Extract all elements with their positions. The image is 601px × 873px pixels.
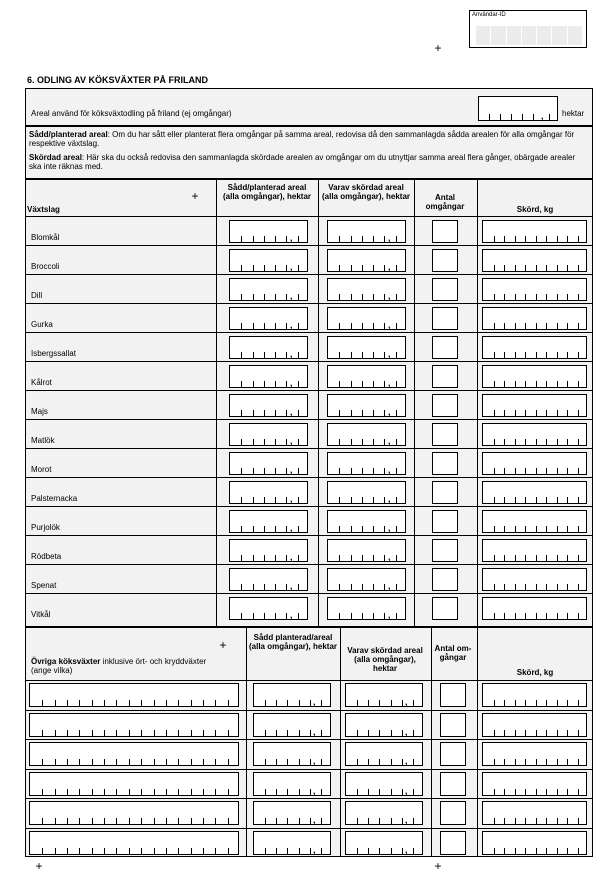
table-row-divider xyxy=(25,303,593,304)
user-id-label: Användar-ID xyxy=(472,12,506,18)
yield-field[interactable] xyxy=(482,307,587,330)
sown-area-field[interactable]: , xyxy=(229,568,308,591)
yield-field[interactable] xyxy=(482,220,587,243)
harvested-area-field[interactable]: , xyxy=(345,742,423,766)
rounds-field[interactable] xyxy=(440,801,466,825)
sown-area-field[interactable]: , xyxy=(229,510,308,533)
yield-field[interactable] xyxy=(482,510,587,533)
harvested-area-field[interactable]: , xyxy=(327,249,406,272)
other-crop-name-field[interactable] xyxy=(29,801,239,825)
col2-harvested-header: Varav skördad areal (alla omgångar), hektar xyxy=(347,646,423,673)
rounds-field[interactable] xyxy=(432,394,458,417)
yield-field[interactable] xyxy=(482,336,587,359)
sown-area-field[interactable]: , xyxy=(229,278,308,301)
sown-area-field[interactable]: , xyxy=(229,452,308,475)
yield-field[interactable] xyxy=(482,713,587,737)
registration-mark-icon: + xyxy=(434,859,442,873)
table-row-divider xyxy=(25,798,593,799)
yield-field[interactable] xyxy=(482,452,587,475)
yield-field[interactable] xyxy=(482,394,587,417)
table-header-divider xyxy=(25,680,593,681)
harvest-text: : Här ska du också redovisa den sammanlagda skördade arealen av omgångar om du utnyttjar samma areal flera gånger, obärgade arealer ska inte räknas med. xyxy=(29,153,576,171)
sown-area-field[interactable]: , xyxy=(253,831,331,855)
harvested-area-field[interactable]: , xyxy=(345,831,423,855)
harvested-area-field[interactable]: , xyxy=(327,307,406,330)
yield-field[interactable] xyxy=(482,539,587,562)
harvested-area-field[interactable]: , xyxy=(345,772,423,796)
rounds-field[interactable] xyxy=(432,568,458,591)
table-row-divider xyxy=(25,448,593,449)
sown-area-field[interactable]: , xyxy=(229,597,308,620)
col2-rounds-header: Antal om-gångar xyxy=(434,644,472,662)
harvested-area-field[interactable]: , xyxy=(345,801,423,825)
sown-term: Sådd/planterad areal xyxy=(29,130,108,139)
harvested-area-field[interactable]: , xyxy=(327,481,406,504)
rounds-field[interactable] xyxy=(440,683,466,707)
col-harvested-header: Varav skördad areal (alla omgångar), hektar xyxy=(321,183,411,201)
harvest-term: Skördad areal xyxy=(29,153,82,162)
table-column-divider xyxy=(414,179,415,627)
area-hectare-field[interactable]: , xyxy=(478,96,558,121)
other-crop-name-field[interactable] xyxy=(29,742,239,766)
table-row-divider xyxy=(25,564,593,565)
table-row-divider xyxy=(25,828,593,829)
yield-field[interactable] xyxy=(482,831,587,855)
other-crops-term: Övriga köksväxter xyxy=(31,657,101,666)
sown-area-field[interactable]: , xyxy=(229,394,308,417)
rounds-field[interactable] xyxy=(432,220,458,243)
table-row-divider xyxy=(25,361,593,362)
other-crop-name-field[interactable] xyxy=(29,683,239,707)
sown-area-field[interactable]: , xyxy=(229,307,308,330)
crop-row-label: Vitkål xyxy=(31,610,51,619)
yield-field[interactable] xyxy=(482,597,587,620)
other-crops-text: inklusive ört- och kryddväxter (ange vilka) xyxy=(31,657,207,675)
sown-area-field[interactable]: , xyxy=(229,249,308,272)
col2-yield-header: Skörd, kg xyxy=(516,668,554,677)
sown-area-field[interactable]: , xyxy=(229,539,308,562)
harvested-area-field[interactable]: , xyxy=(327,452,406,475)
rounds-field[interactable] xyxy=(432,336,458,359)
section-title: 6. ODLING AV KÖKSVÄXTER PÅ FRILAND xyxy=(27,75,209,85)
yield-field[interactable] xyxy=(482,249,587,272)
sown-area-field[interactable]: , xyxy=(229,423,308,446)
registration-mark-icon: + xyxy=(219,638,227,652)
harvested-area-field[interactable]: , xyxy=(345,713,423,737)
yield-field[interactable] xyxy=(482,481,587,504)
rounds-field[interactable] xyxy=(440,742,466,766)
table-row-divider xyxy=(25,390,593,391)
harvested-area-field[interactable]: , xyxy=(327,568,406,591)
yield-field[interactable] xyxy=(482,683,587,707)
sown-area-field[interactable]: , xyxy=(229,365,308,388)
harvested-area-field[interactable]: , xyxy=(327,278,406,301)
sown-area-field[interactable]: , xyxy=(229,336,308,359)
harvested-area-field[interactable]: , xyxy=(327,597,406,620)
rounds-field[interactable] xyxy=(432,365,458,388)
table-row-divider xyxy=(25,710,593,711)
rounds-field[interactable] xyxy=(440,831,466,855)
yield-field[interactable] xyxy=(482,801,587,825)
yield-field[interactable] xyxy=(482,365,587,388)
crop-row-label: Matlök xyxy=(31,436,55,445)
rounds-field[interactable] xyxy=(432,597,458,620)
crop-row-label: Blomkål xyxy=(31,233,60,242)
sown-area-field[interactable]: , xyxy=(253,801,331,825)
table-column-divider xyxy=(246,627,247,857)
crop-row-label: Kålrot xyxy=(31,378,52,387)
other-crop-name-field[interactable] xyxy=(29,713,239,737)
table-row-divider xyxy=(25,477,593,478)
table-column-divider xyxy=(477,627,478,857)
other-crop-name-field[interactable] xyxy=(29,772,239,796)
crop-row-label: Dill xyxy=(31,291,43,300)
table-header-divider xyxy=(25,216,593,217)
crop-row-label: Broccoli xyxy=(31,262,60,271)
user-id-field[interactable] xyxy=(476,26,582,45)
rounds-field[interactable] xyxy=(440,772,466,796)
instructions-harvest xyxy=(29,153,589,171)
rounds-field[interactable] xyxy=(432,307,458,330)
rounds-field[interactable] xyxy=(432,278,458,301)
sown-text: : Om du har sått eller planterat flera omgångar på samma areal, redovisa då den sammanlagda sådda arealen för alla omgångar för respektive växtslag. xyxy=(29,130,575,148)
registration-mark-icon: + xyxy=(434,41,442,55)
col-other-header xyxy=(31,657,221,675)
table-column-divider xyxy=(477,179,478,627)
crop-row-label: Purjolök xyxy=(31,523,60,532)
rounds-field[interactable] xyxy=(432,539,458,562)
table-row-divider xyxy=(25,535,593,536)
harvested-area-field[interactable]: , xyxy=(327,539,406,562)
instructions-sown xyxy=(29,130,589,148)
harvested-area-field[interactable]: , xyxy=(345,683,423,707)
table-column-divider xyxy=(318,179,319,627)
crop-row-label: Gurka xyxy=(31,320,53,329)
crop-row-label: Palsternacka xyxy=(31,494,78,503)
table-column-divider xyxy=(216,179,217,627)
sown-area-field[interactable]: , xyxy=(229,481,308,504)
rounds-field[interactable] xyxy=(432,423,458,446)
registration-mark-icon: + xyxy=(191,189,199,203)
harvested-area-field[interactable]: , xyxy=(327,510,406,533)
sown-area-field[interactable]: , xyxy=(253,772,331,796)
other-crop-name-field[interactable] xyxy=(29,831,239,855)
yield-field[interactable] xyxy=(482,278,587,301)
sown-area-field[interactable]: , xyxy=(253,683,331,707)
registration-mark-icon: + xyxy=(35,859,43,873)
table-row-divider xyxy=(25,593,593,594)
sown-area-field[interactable]: , xyxy=(229,220,308,243)
area-label: Areal använd för köksväxtodling på friland (ej omgångar) xyxy=(31,109,232,118)
table-row-divider xyxy=(25,332,593,333)
crop-row-label: Spenat xyxy=(31,581,57,590)
crop-row-label: Majs xyxy=(31,407,48,416)
harvested-area-field[interactable]: , xyxy=(327,423,406,446)
col-yield-header: Skörd, kg xyxy=(516,205,554,214)
harvested-area-field[interactable]: , xyxy=(327,336,406,359)
rounds-field[interactable] xyxy=(432,452,458,475)
rounds-field[interactable] xyxy=(432,249,458,272)
rounds-field[interactable] xyxy=(432,481,458,504)
col-rounds-header: Antal omgångar xyxy=(425,193,465,211)
crop-row-label: Morot xyxy=(31,465,52,474)
table-row-divider xyxy=(25,506,593,507)
yield-field[interactable] xyxy=(482,423,587,446)
rounds-field[interactable] xyxy=(432,510,458,533)
table-column-divider xyxy=(431,627,432,857)
sown-area-field[interactable]: , xyxy=(253,713,331,737)
crop-row-label: Isbergssallat xyxy=(31,349,76,358)
table-row-divider xyxy=(25,739,593,740)
harvested-area-field[interactable]: , xyxy=(327,394,406,417)
rounds-field[interactable] xyxy=(440,713,466,737)
yield-field[interactable] xyxy=(482,742,587,766)
area-unit: hektar xyxy=(562,109,585,118)
col-sown-header: Sådd/planterad areal (alla omgångar), hektar xyxy=(222,183,312,201)
crop-row-label: Rödbeta xyxy=(31,552,62,561)
table-row-divider xyxy=(25,274,593,275)
sown-area-field[interactable]: , xyxy=(253,742,331,766)
table-row-divider xyxy=(25,419,593,420)
harvested-area-field[interactable]: , xyxy=(327,365,406,388)
yield-field[interactable] xyxy=(482,772,587,796)
table-row-divider xyxy=(25,245,593,246)
harvested-area-field[interactable]: , xyxy=(327,220,406,243)
col-crop-header: Växtslag xyxy=(27,205,60,214)
table-row-divider xyxy=(25,769,593,770)
col2-sown-header: Sådd planterad/areal (alla omgångar), hektar xyxy=(248,633,338,651)
yield-field[interactable] xyxy=(482,568,587,591)
table-column-divider xyxy=(340,627,341,857)
